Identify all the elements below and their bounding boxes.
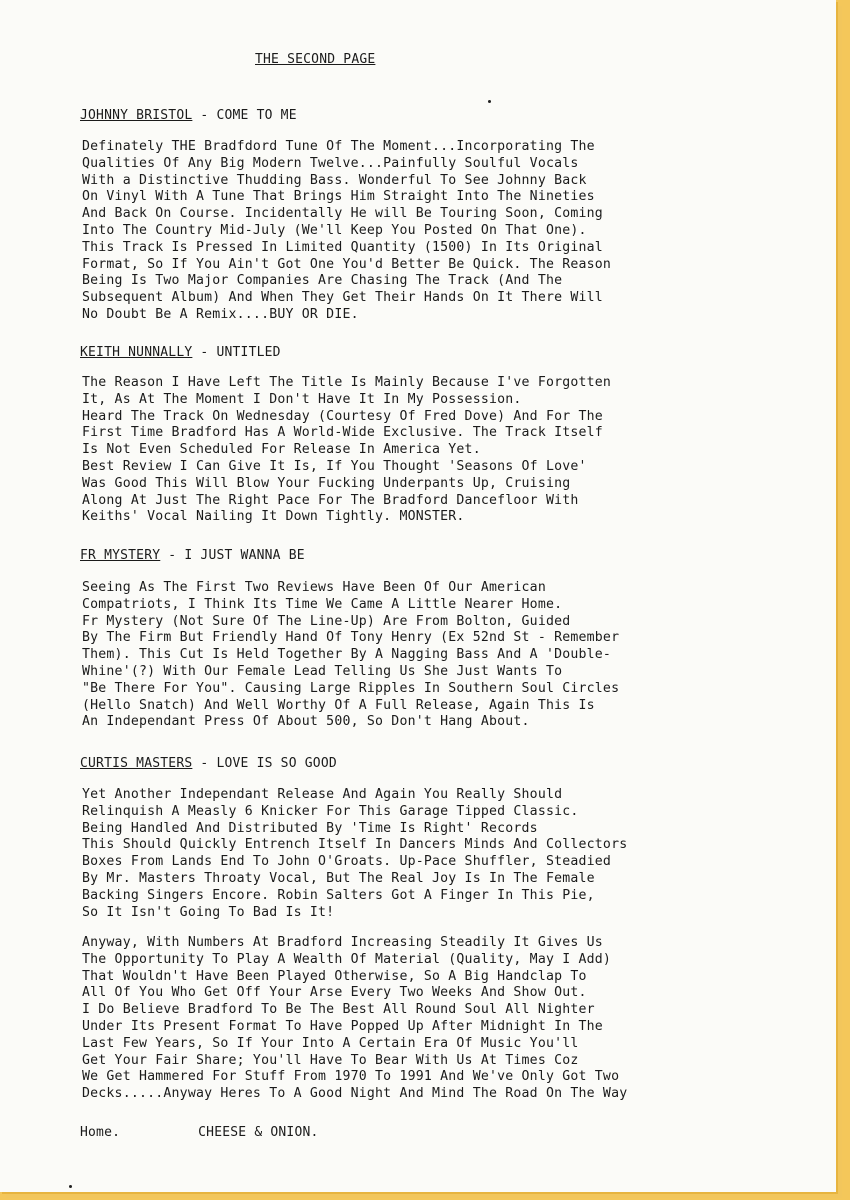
text-line: Whine'(?) With Our Female Lead Telling Us She Just Wants To	[82, 663, 563, 679]
text-line: Anyway, With Numbers At Bradford Increasing Steadily It Gives Us	[82, 935, 603, 950]
text-line: Relinquish A Measly 6 Knicker For This Garage Tipped Classic.	[82, 803, 579, 819]
text-line: Being Handled And Distributed By 'Time Is Right' Records	[82, 820, 538, 836]
text-line: Being Is Two Major Companies Are Chasing The Track (And The	[82, 273, 563, 289]
text-line: Is Not Even Scheduled For Release In America Yet.	[82, 442, 481, 458]
text-line: Qualities Of Any Big Modern Twelve...Painfully Soulful Vocals	[82, 155, 579, 171]
text-line: So It Isn't Going To Bad Is It!	[82, 904, 335, 920]
text-line: Heard The Track On Wednesday (Courtesy Of Fred Dove) And For The	[82, 408, 603, 424]
text-line: We Get Hammered For Stuff From 1970 To 1991 And We've Only Got Two	[82, 1069, 620, 1085]
closing-last-word: Home.	[80, 1125, 121, 1140]
text-line: No Doubt Be A Remix....BUY OR DIE.	[82, 306, 359, 322]
ink-speck	[69, 1185, 72, 1188]
ink-speck	[488, 100, 491, 103]
text-line: Fr Mystery (Not Sure Of The Line-Up) Are From Bolton, Guided	[82, 613, 571, 629]
track-title: UNTITLED	[216, 345, 281, 360]
text-line: On Vinyl With A Tune That Brings Him Straight Into The Nineties	[82, 189, 595, 205]
text-line: Keiths' Vocal Nailing It Down Tightly. MONSTER.	[82, 509, 465, 525]
heading-separator: -	[160, 548, 185, 563]
review-heading-fr-mystery	[80, 548, 305, 563]
text-line: Into The Country Mid-July (We'll Keep You Posted On That One).	[82, 222, 587, 238]
text-line: I Do Believe Bradford To Be The Best All Round Soul All Nighter	[82, 1002, 595, 1018]
text-line: An Independant Press Of About 500, So Don't Hang About.	[82, 714, 530, 730]
text-line: That Wouldn't Have Been Played Otherwise, So A Big Handclap To	[82, 968, 587, 984]
text-line: Best Review I Can Give It Is, If You Thought 'Seasons Of Love'	[82, 458, 587, 474]
signature: CHEESE & ONION.	[198, 1125, 319, 1140]
text-line: Yet Another Independant Release And Again You Really Should	[82, 787, 563, 802]
page-title: THE SECOND PAGE	[255, 52, 376, 67]
track-title: I JUST WANNA BE	[184, 548, 305, 563]
review-body-johnny-bristol	[82, 139, 802, 324]
text-line: The Opportunity To Play A Wealth Of Material (Quality, May I Add)	[82, 951, 612, 967]
track-title: LOVE IS SO GOOD	[216, 756, 337, 771]
text-line: Compatriots, I Think Its Time We Came A Little Nearer Home.	[82, 596, 563, 612]
text-line: (Hello Snatch) And Well Worthy Of A Full Release, Again This Is	[82, 697, 595, 713]
text-line: Them). This Cut Is Held Together By A Nagging Bass And A 'Double-	[82, 647, 612, 663]
sign-off	[80, 1125, 319, 1140]
text-line: By The Firm But Friendly Hand Of Tony Henry (Ex 52nd St - Remember	[82, 630, 620, 646]
track-title: COME TO ME	[216, 108, 297, 123]
artist-name: CURTIS MASTERS	[80, 756, 193, 771]
review-body-keith-nunnally	[82, 375, 802, 526]
text-line: Subsequent Album) And When They Get Their Hands On It There Will	[82, 290, 603, 306]
artist-name: FR MYSTERY	[80, 548, 161, 563]
text-line: With a Distinctive Thudding Bass. Wonderful To See Johnny Back	[82, 172, 587, 188]
text-line: This Track Is Pressed In Limited Quantity (1500) In Its Original	[82, 239, 603, 255]
review-heading-johnny-bristol	[80, 108, 297, 123]
heading-separator: -	[192, 108, 217, 123]
text-line: Boxes From Lands End To John O'Groats. Up-Pace Shuffler, Steadied	[82, 854, 612, 870]
text-line: Get Your Fair Share; You'll Have To Bear With Us At Times Coz	[82, 1052, 579, 1068]
text-line: Under Its Present Format To Have Popped Up After Midnight In The	[82, 1018, 603, 1034]
review-heading-keith-nunnally	[80, 345, 281, 360]
text-line: Format, So If You Ain't Got One You'd Better Be Quick. The Reason	[82, 256, 612, 272]
text-line: Seeing As The First Two Reviews Have Been Of Our American	[82, 580, 546, 595]
text-line: First Time Bradford Has A World-Wide Exclusive. The Track Itself	[82, 425, 603, 441]
text-line: And Back On Course. Incidentally He will Be Touring Soon, Coming	[82, 206, 603, 222]
closing-paragraph	[82, 935, 802, 1103]
text-line: By Mr. Masters Throaty Vocal, But The Real Joy Is In The Female	[82, 870, 595, 886]
artist-name: KEITH NUNNALLY	[80, 345, 193, 360]
heading-separator: -	[192, 345, 217, 360]
text-line: Along At Just The Right Pace For The Bradford Dancefloor With	[82, 492, 579, 508]
text-line: Last Few Years, So If Your Into A Certain Era Of Music You'll	[82, 1035, 579, 1051]
text-line: All Of You Who Get Off Your Arse Every Two Weeks And Show Out.	[82, 985, 587, 1001]
heading-separator: -	[192, 756, 217, 771]
artist-name: JOHNNY BRISTOL	[80, 108, 193, 123]
text-line: Definately THE Bradfdord Tune Of The Moment...Incorporating The	[82, 139, 595, 154]
text-line: "Be There For You". Causing Large Ripples In Southern Soul Circles	[82, 680, 620, 696]
review-heading-curtis-masters	[80, 756, 337, 771]
text-line: Decks.....Anyway Heres To A Good Night And Mind The Road On The Way	[82, 1086, 628, 1102]
review-body-fr-mystery	[82, 580, 802, 731]
text-line: This Should Quickly Entrench Itself In Dancers Minds And Collectors	[82, 837, 628, 853]
text-line: Backing Singers Encore. Robin Salters Got A Finger In This Pie,	[82, 887, 595, 903]
review-body-curtis-masters	[82, 787, 802, 921]
text-line: The Reason I Have Left The Title Is Mainly Because I've Forgotten	[82, 375, 612, 390]
text-line: Was Good This Will Blow Your Fucking Underpants Up, Cruising	[82, 475, 571, 491]
text-line: It, As At The Moment I Don't Have It In My Possession.	[82, 391, 522, 407]
